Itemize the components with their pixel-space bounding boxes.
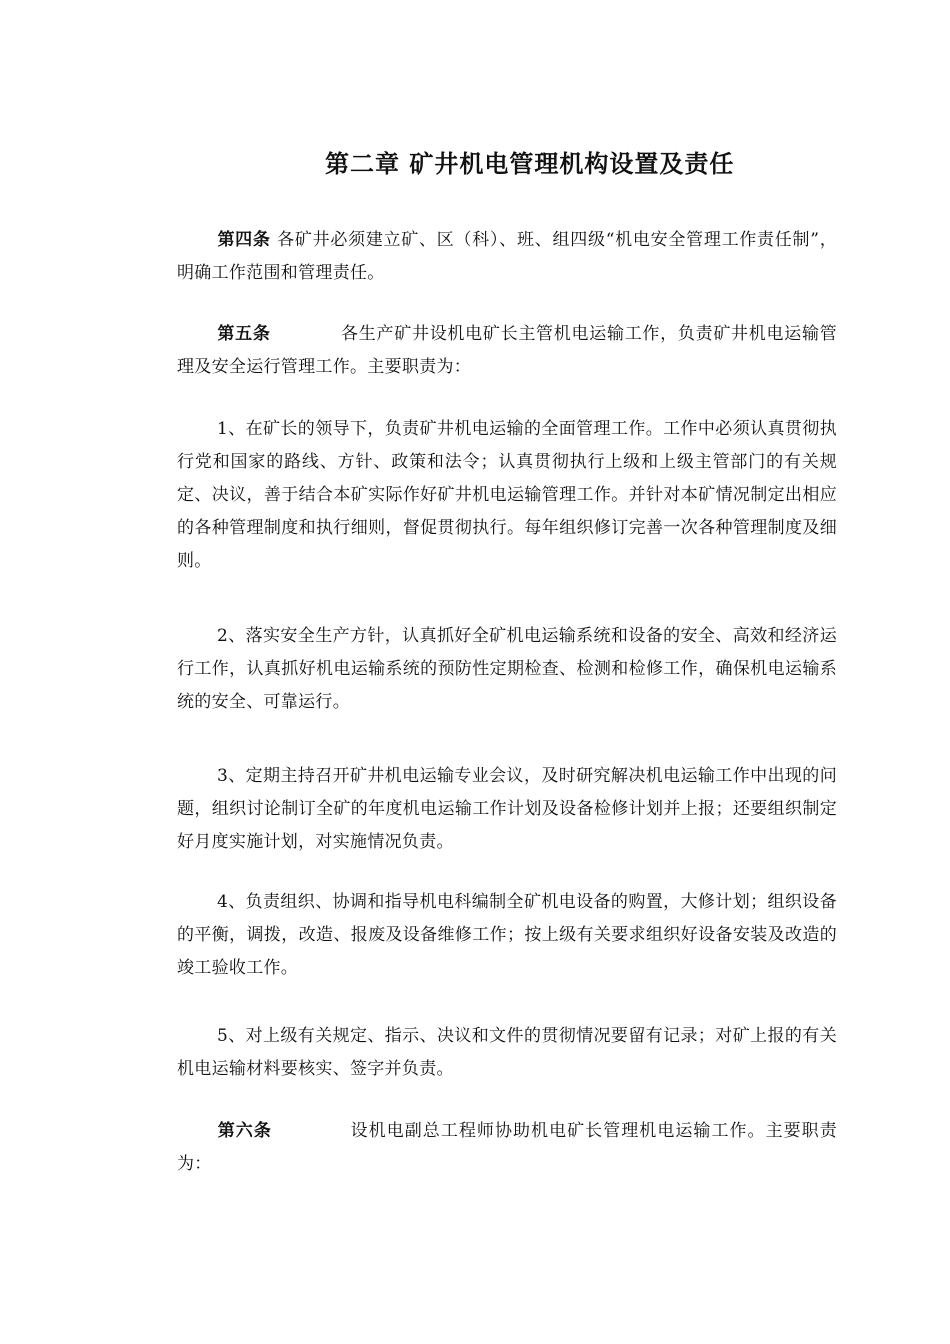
article-5-text: 各生产矿井设机电矿长主管机电运输工作，负责矿井机电运输管理及安全运行管理工作。主要职责为： xyxy=(177,324,837,377)
article-6-paragraph xyxy=(177,1115,837,1181)
article-4-paragraph xyxy=(177,224,837,290)
article-4-text: 各矿井必须建立矿、区（科）、班、组四级“机电安全管理工作责任制”，明确工作范围和管理责任。 xyxy=(177,230,838,283)
article-5-label: 第五条 xyxy=(217,324,271,344)
article-6-text: 设机电副总工程师协助机电矿长管理机电运输工作。主要职责为： xyxy=(177,1121,837,1174)
list-item-text: 1、在矿长的领导下，负责矿井机电运输的全面管理工作。工作中必须认真贯彻执行党和国家的路线、方针、政策和法令；认真贯彻执行上级和上级主管部门的有关规定、决议，善于结合本矿实际作好矿井机电运输管理工作。并针对本矿情况制定出相应的各种管理制度和执行细则，督促贯彻执行。每年组织修订完善一次各种管理制度及细则。 xyxy=(177,419,837,571)
list-item-3 xyxy=(177,760,837,859)
list-item-text: 4、负责组织、协调和指导机电科编制全矿机电设备的购置，大修计划；组织设备的平衡，调拨，改造、报废及设备维修工作；按上级有关要求组织好设备安装及改造的竣工验收工作。 xyxy=(177,892,837,978)
article-5-paragraph xyxy=(177,318,837,384)
article-4-label: 第四条 xyxy=(217,230,271,250)
list-item-5 xyxy=(177,1020,837,1086)
list-item-text: 3、定期主持召开矿井机电运输专业会议，及时研究解决机电运输工作中出现的问题，组织讨论制订全矿的年度机电运输工作计划及设备检修计划并上报；还要组织制定好月度实施计划，对实施情况负责。 xyxy=(177,766,837,852)
chapter-title: 第二章 矿井机电管理机构设置及责任 xyxy=(325,149,735,178)
list-item-text: 5、对上级有关规定、指示、决议和文件的贯彻情况要留有记录；对矿上报的有关机电运输材料要核实、签字并负责。 xyxy=(177,1026,837,1079)
list-item-1 xyxy=(177,413,837,578)
list-item-4 xyxy=(177,886,837,985)
list-item-2 xyxy=(177,620,837,719)
list-item-text: 2、落实安全生产方针，认真抓好全矿机电运输系统和设备的安全、高效和经济运行工作，认真抓好机电运输系统的预防性定期检查、检测和检修工作，确保机电运输系统的安全、可靠运行。 xyxy=(177,626,837,712)
article-6-label: 第六条 xyxy=(217,1121,272,1141)
